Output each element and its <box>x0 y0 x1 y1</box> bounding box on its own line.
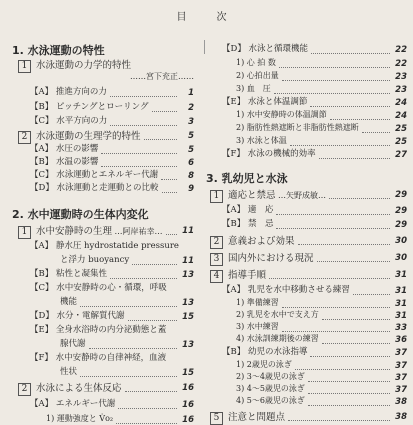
toc-entry-title: 【A】 水圧の影響 <box>30 144 99 154</box>
leader-dots <box>128 320 177 321</box>
leader-dots <box>276 228 390 229</box>
toc-entry <box>18 60 131 73</box>
leader-dots <box>362 132 390 133</box>
toc-entry-title: 3. 乳幼児と水泳 <box>206 172 288 185</box>
page-number: 8 <box>188 171 194 181</box>
toc-entry-title: 【C】 水泳運動とエネルギー代謝 <box>30 170 159 180</box>
leader-dots <box>322 343 390 344</box>
leader-dots <box>110 278 177 279</box>
toc-entry-title: 2) 3～4歳児の泳ぎ <box>236 372 305 381</box>
toc-entry <box>236 323 279 331</box>
toc-entry-title: 水中安静時の生理 <box>36 226 113 237</box>
page-number: 31 <box>395 299 407 309</box>
toc-entry-title: 1) 2歳児の泳ぎ <box>236 360 292 369</box>
toc-entry-title: 3) 血 圧 <box>236 84 271 93</box>
page-number: 3 <box>188 117 194 127</box>
toc-entry <box>236 299 279 307</box>
leader-dots <box>116 423 177 424</box>
page-number: 29 <box>395 220 407 230</box>
toc-entry-title: 【A】 乳児を水中移動させる練習 <box>222 285 350 295</box>
section-number-box: 2 <box>210 236 223 249</box>
page-number: 22 <box>395 45 407 55</box>
toc-entry-title: 【C】 水中安静時の心・循環，呼吸 <box>30 283 167 293</box>
page-number: 25 <box>395 124 407 134</box>
toc-entry-title: 3) 水中練習 <box>236 322 279 331</box>
toc-entry <box>30 270 107 279</box>
toc-entry-title: 水泳による生体反応 <box>36 383 122 394</box>
toc-entry <box>30 158 98 167</box>
toc-entry-title: 腺代謝 <box>60 339 86 349</box>
page-number: 22 <box>395 59 407 69</box>
toc-entry <box>210 190 326 203</box>
toc-entry <box>30 400 115 409</box>
page-number: 13 <box>182 298 194 308</box>
page-number: 23 <box>395 85 407 95</box>
leader-dots <box>276 214 390 215</box>
page-number: 30 <box>395 236 407 246</box>
toc-entry <box>222 206 273 215</box>
toc-entry-title: 【B】 ピッチングとローリング <box>30 102 149 112</box>
toc-entry-title: 【D】 水泳と循環機能 <box>222 44 309 54</box>
toc-entry <box>30 103 149 112</box>
page-number: 31 <box>395 270 407 280</box>
section-number-box: 1 <box>18 60 31 73</box>
leader-dots <box>310 106 390 107</box>
leader-dots <box>144 139 177 140</box>
toc-entry <box>236 137 287 145</box>
toc-entry-title: 【E】 水泳と体温調節 <box>222 97 308 107</box>
leader-dots <box>308 393 390 394</box>
toc-entry <box>18 383 122 396</box>
toc-entry <box>222 220 273 229</box>
toc-entry-title: 【C】 水平方向の力 <box>30 116 108 126</box>
toc-entry <box>18 226 163 239</box>
section-number-box: 3 <box>210 253 223 266</box>
leader-dots <box>125 391 177 392</box>
toc-entry <box>222 45 308 54</box>
toc-entry-title: 1) 運動強度と V̇o₂ <box>46 414 114 423</box>
toc-entry <box>30 354 166 363</box>
toc-entry-title: 【A】 エネルギー代謝 <box>30 399 116 409</box>
toc-entry-title: 意義および効果 <box>228 236 295 247</box>
toc-entry <box>30 184 159 193</box>
page-number: 16 <box>182 415 194 425</box>
toc-entry-title: 性状 <box>60 367 78 377</box>
leader-dots <box>311 53 390 54</box>
leader-dots <box>290 145 390 146</box>
toc-entry <box>236 85 271 93</box>
leader-dots <box>279 67 390 68</box>
leader-dots <box>310 356 390 357</box>
toc-entry <box>222 150 316 159</box>
toc-entry <box>210 412 285 425</box>
section-number-box: 1 <box>18 226 31 239</box>
page-number: 25 <box>395 137 407 147</box>
leader-dots <box>101 166 177 167</box>
toc-entry-title: 4) 水泳訓練期後の練習 <box>236 334 319 343</box>
leader-dots <box>110 125 177 126</box>
section-number-box: 5 <box>210 412 223 425</box>
toc-entry <box>30 171 158 180</box>
toc-entry-title: ……宮下充正…… <box>130 72 194 81</box>
leader-dots <box>322 319 390 320</box>
toc-entry <box>210 236 295 249</box>
toc-entry <box>60 298 77 307</box>
toc-entry <box>60 368 77 377</box>
page-number: 11 <box>182 226 194 236</box>
leader-dots <box>132 264 177 265</box>
toc-entry-title: 【B】 水温の影響 <box>30 157 99 167</box>
leader-dots <box>353 294 390 295</box>
page-number: 29 <box>395 190 407 200</box>
leader-dots <box>152 111 177 112</box>
toc-entry <box>236 361 292 369</box>
toc-entry <box>236 72 279 80</box>
page-number: 2 <box>188 103 194 113</box>
leader-dots <box>166 234 177 235</box>
page-number: 36 <box>395 335 407 345</box>
toc-entry-title: 2) 脂肪性熱遮断と非脂肪性熱遮断 <box>236 123 359 132</box>
toc-entry <box>30 284 167 293</box>
toc-entry-title: 指導手順 <box>228 270 267 281</box>
toc-entry <box>236 124 359 132</box>
leader-dots <box>298 244 390 245</box>
section-number-box: 2 <box>18 383 31 396</box>
page-number: 38 <box>395 412 407 422</box>
toc-entry-title: 1) 水中安静時の体温調節 <box>236 110 327 119</box>
toc-entry-title: 【B】 粘性と凝集性 <box>30 269 107 279</box>
page-number: 9 <box>188 184 194 194</box>
leader-dots <box>295 369 390 370</box>
page-number: 24 <box>395 111 407 121</box>
toc-entry-title: 水泳運動の力学的特性 <box>36 60 132 71</box>
page-number: 38 <box>395 397 407 407</box>
toc-entry-title: 【A】 適 応 <box>222 205 274 215</box>
toc-entry <box>30 145 98 154</box>
leader-dots <box>330 119 390 120</box>
page-number: 13 <box>182 340 194 350</box>
page-number: 37 <box>395 361 407 371</box>
toc-entry-title: 【F】 水中安静時の自律神経，血液 <box>30 353 167 363</box>
page-number: 13 <box>182 270 194 280</box>
toc-entry-title: 注意と問題点 <box>228 412 286 423</box>
toc-entry <box>236 111 327 119</box>
section-number-box: 2 <box>18 131 31 144</box>
leader-dots <box>118 408 177 409</box>
toc-entry-title: 水泳運動の生理学的特性 <box>36 131 141 142</box>
toc-entry <box>222 348 307 357</box>
page-number: 29 <box>395 206 407 216</box>
toc-entry <box>46 415 113 423</box>
toc-entry <box>206 173 288 184</box>
page-number: 33 <box>395 323 407 333</box>
leader-dots <box>282 80 390 81</box>
toc-entry-title: 3) 4～5歳児の泳ぎ <box>236 384 305 393</box>
toc-entry <box>236 397 305 405</box>
page-number: 11 <box>182 256 194 266</box>
toc-entry-title: 4) 5～6歳児の泳ぎ <box>236 396 305 405</box>
toc-entry-title: 【E】 全身水浴時の内分泌動態と蓋 <box>30 325 167 335</box>
toc-entry-title: 1) 心 拍 数 <box>236 58 276 67</box>
toc-entry-title: 3) 水泳と体温 <box>236 136 287 145</box>
toc-entry <box>30 88 107 97</box>
page-number: 30 <box>395 253 407 263</box>
toc-entry <box>12 209 149 220</box>
toc-entry <box>12 45 105 56</box>
leader-dots <box>282 307 390 308</box>
page-number: 5 <box>188 145 194 155</box>
leader-dots <box>329 198 390 199</box>
toc-entry-title: 1. 水泳運動の特性 <box>12 44 105 57</box>
section-number-box: 4 <box>210 270 223 283</box>
toc-entry <box>30 242 179 251</box>
page-number: 16 <box>182 383 194 393</box>
toc-entry-title: 【D】 水分・電解質代謝 <box>30 311 125 321</box>
toc-entry-title: 【F】 水泳の機械的効率 <box>222 149 316 159</box>
page-number: 1 <box>188 88 194 98</box>
toc-entry <box>236 59 276 67</box>
leader-dots <box>274 93 390 94</box>
page-number: 37 <box>395 348 407 358</box>
toc-entry-title: 国内外における現況 <box>228 253 314 264</box>
toc-entry <box>30 312 125 321</box>
page-title: 目 次 <box>176 12 237 23</box>
leader-dots <box>308 381 390 382</box>
leader-dots <box>319 158 390 159</box>
leader-dots <box>101 153 177 154</box>
page-number: 6 <box>188 158 194 168</box>
toc-entry-title: 2) 乳児を水中で支え方 <box>236 310 319 319</box>
page-number: 15 <box>182 312 194 322</box>
toc-entry <box>60 340 86 349</box>
leader-dots <box>317 261 390 262</box>
leader-dots <box>282 331 390 332</box>
leader-dots <box>162 192 177 193</box>
toc-entry-title: 【A】 推進方向の力 <box>30 87 107 97</box>
toc-entry <box>236 385 305 393</box>
toc-entry <box>236 311 319 319</box>
toc-entry <box>210 270 266 283</box>
toc-entry <box>30 117 107 126</box>
toc-entry <box>18 131 141 144</box>
toc-entry <box>236 373 305 381</box>
toc-entry-title: 適応と禁忌 <box>228 190 276 201</box>
toc-entry-title: 【B】 幼児の水泳指導 <box>222 347 308 357</box>
toc-entry <box>60 256 129 265</box>
column-divider <box>204 40 205 54</box>
author-name <box>130 73 194 81</box>
toc-entry-title: 2. 水中運動時の生体内変化 <box>12 208 149 221</box>
page-number: 37 <box>395 385 407 395</box>
toc-entry-title: 【D】 水泳運動と走運動との比較 <box>30 183 159 193</box>
toc-entry-title: と浮力 buoyancy <box>60 255 130 265</box>
toc-entry-title: 機能 <box>60 297 78 307</box>
leader-dots <box>80 376 177 377</box>
toc-entry-title: 【A】 静水圧 hydrostatide pressure <box>30 241 179 251</box>
page-number: 24 <box>395 98 407 108</box>
toc-entry-title: 【B】 禁 忌 <box>222 219 274 229</box>
toc-entry <box>222 98 307 107</box>
leader-dots <box>161 179 177 180</box>
page-number: 37 <box>395 373 407 383</box>
page-number: 15 <box>182 368 194 378</box>
leader-dots <box>308 405 390 406</box>
page-number: 31 <box>395 286 407 296</box>
page-number: 5 <box>188 131 194 141</box>
page-number: 23 <box>395 72 407 82</box>
leader-dots <box>269 278 390 279</box>
toc-entry-title: 2) 心拍出量 <box>236 71 279 80</box>
leader-dots <box>110 96 177 97</box>
toc-entry <box>30 326 166 335</box>
author-name: …阿岸祐幸… <box>112 227 163 236</box>
section-number-box: 1 <box>210 190 223 203</box>
page-number: 27 <box>395 150 407 160</box>
toc-entry <box>210 253 314 266</box>
toc-entry-title: 1) 準備練習 <box>236 298 279 307</box>
leader-dots <box>89 348 177 349</box>
page-number: 16 <box>182 400 194 410</box>
leader-dots <box>288 420 390 421</box>
leader-dots <box>80 306 177 307</box>
toc-entry <box>236 335 319 343</box>
page-number: 31 <box>395 311 407 321</box>
toc-entry <box>222 286 350 295</box>
author-name: …矢野成敏… <box>275 191 327 200</box>
